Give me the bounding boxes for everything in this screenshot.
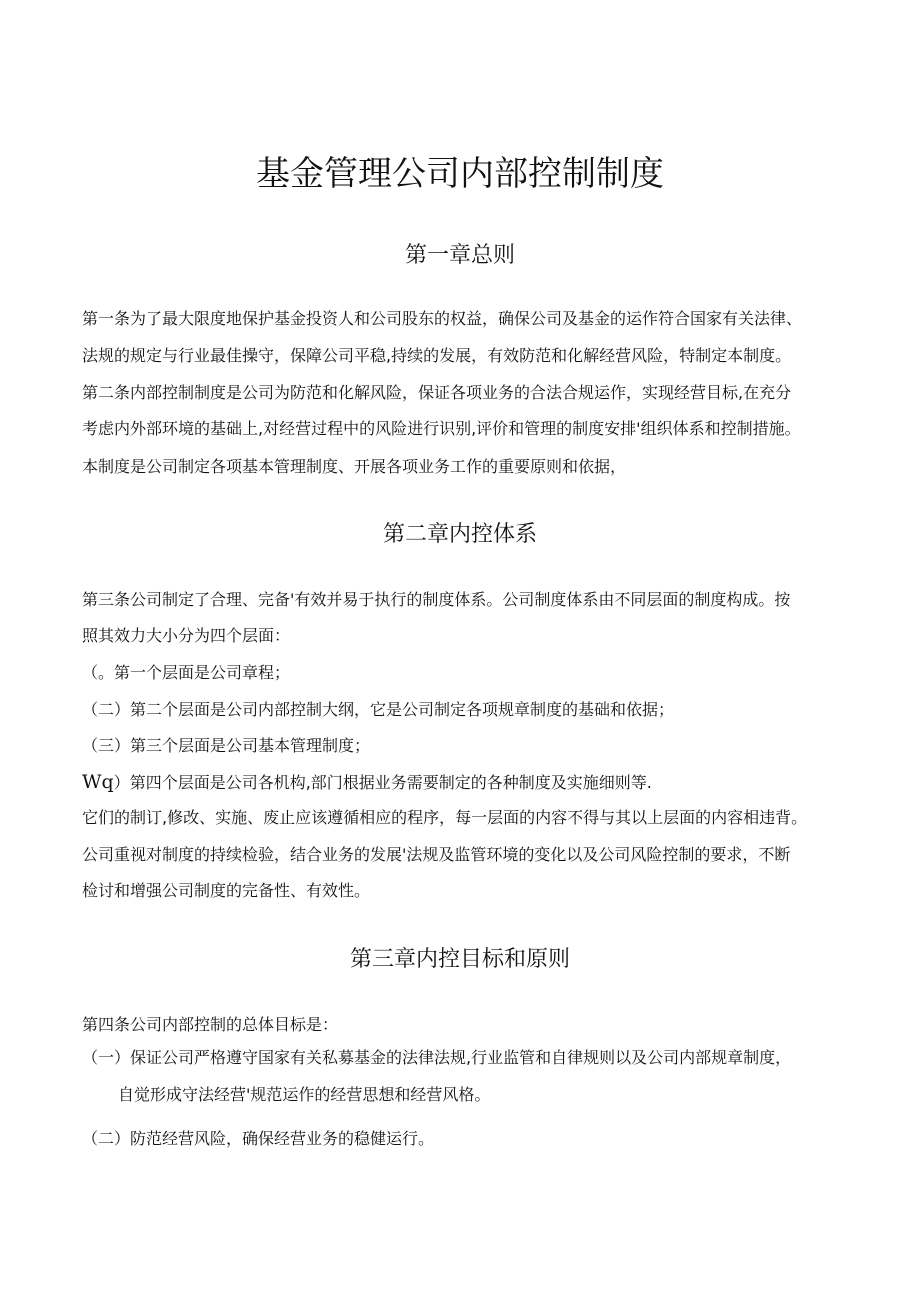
chapter-2-line-6-text: ）第四个层面是公司各机构,部门根据业务需要制定的各种制度及实施细则等.: [113, 773, 652, 792]
chapter-1-heading: 第一章总则: [404, 243, 515, 268]
chapter-2-line-7: 它们的制订,修改、实施、废止应该遵循相应的程序，每一层面的内容不得与其以上层面的内容相违背。: [82, 808, 808, 827]
chapter-2-heading: 第二章内控体系: [382, 522, 537, 547]
chapter-1-line-5: 本制度是公司制定各项基本管理制度、开展各项业务工作的重要原则和依据，: [82, 457, 627, 476]
chapter-2-line-2: 照其效力大小分为四个层面：: [82, 626, 291, 645]
chapter-1-line-3: 第二条内部控制制度是公司为防范和化解风险，保证各项业务的合法合规运作，实现经营目标,在充分: [82, 383, 792, 402]
chapter-2-line-6-prefix: Wq: [82, 771, 114, 793]
document-title: 基金管理公司内部控制制度: [256, 154, 664, 194]
chapter-2-line-3: （。第一个层面是公司章程；: [82, 663, 291, 682]
chapter-1-line-2: 法规的规定与行业最佳操守，保障公司平稳,持续的发展，有效防范和化解经营风险，特制定本制度。: [82, 346, 792, 365]
chapter-3-line-4: （二）防范经营风险，确保经营业务的稳健运行。: [82, 1129, 435, 1148]
chapter-2-line-6: [82, 770, 652, 795]
chapter-2-line-5: （三）第三个层面是公司基本管理制度；: [82, 736, 371, 755]
chapter-1-line-1: 第一条为了最大限度地保护基金投资人和公司股东的权益，确保公司及基金的运作符合国家有关法律、: [82, 309, 803, 328]
chapter-2-line-9: 检讨和增强公司制度的完备性、有效性。: [82, 881, 371, 900]
chapter-3-line-1: 第四条公司内部控制的总体目标是：: [82, 1015, 339, 1034]
chapter-3-line-2: （一）保证公司严格遵守国家有关私募基金的法律法规,行业监管和自律规则以及公司内部规章制度，: [82, 1048, 792, 1067]
chapter-2-line-4: （二）第二个层面是公司内部控制大纲，它是公司制定各项规章制度的基础和依据；: [82, 700, 675, 719]
chapter-1-line-4: 考虑内外部环境的基础上,对经营过程中的风险进行识别,评价和管理的制度安排'组织体系和控制措施。: [82, 419, 801, 438]
chapter-3-heading: 第三章内控目标和原则: [349, 947, 570, 972]
chapter-2-line-1: 第三条公司制定了合理、完备'有效并易于执行的制度体系。公司制度体系由不同层面的制度构成。按: [82, 590, 791, 609]
chapter-2-line-8: 公司重视对制度的持续检验，结合业务的发展'法规及监管环境的变化以及公司风险控制的要求，不断: [82, 845, 791, 864]
chapter-3-line-3: 自觉形成守法经营'规范运作的经营思想和经营风格。: [118, 1085, 491, 1104]
